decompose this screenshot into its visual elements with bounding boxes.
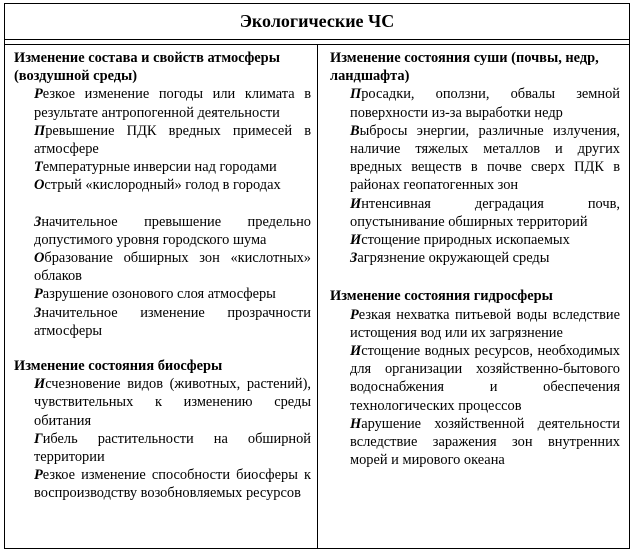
spacer: [14, 195, 311, 213]
item-text: езкое изменение способности биосферы к воспроизводству возобновляемых ресурсов: [34, 467, 311, 502]
item-initial-letter: Р: [34, 86, 43, 103]
item-initial-letter: В: [350, 122, 360, 139]
item-text: стощение природных ископаемых: [361, 232, 570, 249]
item-initial-letter: О: [34, 250, 45, 267]
item-initial-letter: И: [350, 232, 362, 249]
item-initial-letter: И: [34, 376, 46, 393]
item-initial-letter: И: [350, 343, 362, 360]
section-heading-biosphere: Изменение состояния биосферы: [14, 358, 223, 375]
list-item: [14, 430, 311, 466]
table-title: Экологические ЧС: [5, 4, 629, 40]
section-heading-hydrosphere: Изменение состояния гидросферы: [330, 288, 553, 305]
table-columns: [5, 45, 629, 548]
list-item: [330, 231, 620, 249]
item-initial-letter: П: [350, 86, 362, 103]
section-heading-atmosphere: Изменение состава и свойств атмосферы (воздушной среды): [14, 50, 280, 85]
item-text: езкое изменение погоды или климата в результате антропогенной деятельности: [34, 86, 311, 121]
item-text: ибель растительности на обширной территории: [34, 430, 311, 466]
item-initial-letter: З: [34, 213, 42, 230]
biosphere-list: [14, 375, 311, 502]
item-initial-letter: О: [34, 177, 45, 194]
ecological-emergencies-table: [4, 3, 630, 549]
item-text: агрязнение окружающей среды: [357, 250, 550, 267]
list-item: [14, 375, 311, 430]
item-text: азрушение озонового слоя атмосферы: [42, 286, 276, 303]
right-column: [318, 45, 628, 548]
item-text: нтенсивная деградация почв, опустынивание обширных территорий: [350, 195, 620, 230]
list-item: [14, 304, 311, 340]
item-initial-letter: Р: [34, 467, 43, 484]
list-item: [330, 85, 620, 121]
list-item: [330, 122, 620, 195]
item-text: стощение водных ресурсов, необходимых для организации хозяйственно-бытового водоснабжения и обеспечения технологических процессов: [350, 343, 620, 414]
list-item: [14, 85, 311, 121]
list-item: [14, 249, 311, 285]
list-item: [330, 249, 620, 267]
item-text: ревышение ПДК вредных примесей в атмосфере: [34, 122, 311, 158]
hydrosphere-list: [330, 306, 620, 470]
atmosphere-list-part1: [14, 85, 311, 194]
spacer: [330, 267, 620, 287]
item-text: начительное изменение прозрачности атмосферы: [34, 304, 311, 339]
left-column: [5, 45, 318, 548]
section-heading-land: Изменение состояния суши (почвы, недр, ландшафта): [330, 50, 599, 85]
item-text: езкая нехватка питьевой воды вследствие истощения вод или их загрязнение: [350, 306, 620, 341]
list-item: [330, 342, 620, 415]
item-initial-letter: З: [350, 250, 358, 267]
item-text: арушение хозяйственной деятельности вследствие заражения зон внутренних морей и мирового океана: [350, 415, 620, 469]
item-initial-letter: П: [34, 122, 46, 139]
item-text: бразование обширных зон «кислотных» облаков: [34, 250, 311, 285]
item-text: счезновение видов (животных, растений), чувствительных к изменению среды обитания: [34, 376, 311, 429]
item-text: емпературные инверсии над городами: [42, 159, 277, 176]
list-item: [14, 158, 311, 176]
list-item: [14, 285, 311, 303]
list-item: [14, 122, 311, 158]
list-item: [14, 213, 311, 249]
item-initial-letter: Г: [34, 430, 43, 447]
list-item: [330, 415, 620, 470]
item-text: начительное превышение предельно допустимого уровня городского шума: [34, 213, 311, 248]
item-initial-letter: Р: [350, 306, 359, 323]
item-text: росадки, оползни, обвалы земной поверхности из-за выработки недр: [350, 86, 620, 121]
atmosphere-list-part2: [14, 213, 311, 340]
list-item: [330, 195, 620, 231]
item-text: стрый «кислородный» голод в городах: [44, 177, 281, 194]
list-item: [14, 176, 311, 194]
list-item: [330, 306, 620, 342]
item-initial-letter: Н: [350, 415, 362, 432]
spacer: [14, 340, 311, 357]
item-initial-letter: З: [34, 304, 42, 321]
land-list: [330, 85, 620, 267]
list-item: [14, 466, 311, 502]
item-text: ыбросы энергии, различные излучения, наличие тяжелых металлов и других вредных веществ в почве сверх ПДК в районах геопатогенных зон: [350, 122, 620, 194]
item-initial-letter: Р: [34, 286, 43, 303]
item-initial-letter: Т: [34, 159, 43, 176]
item-initial-letter: И: [350, 195, 362, 212]
